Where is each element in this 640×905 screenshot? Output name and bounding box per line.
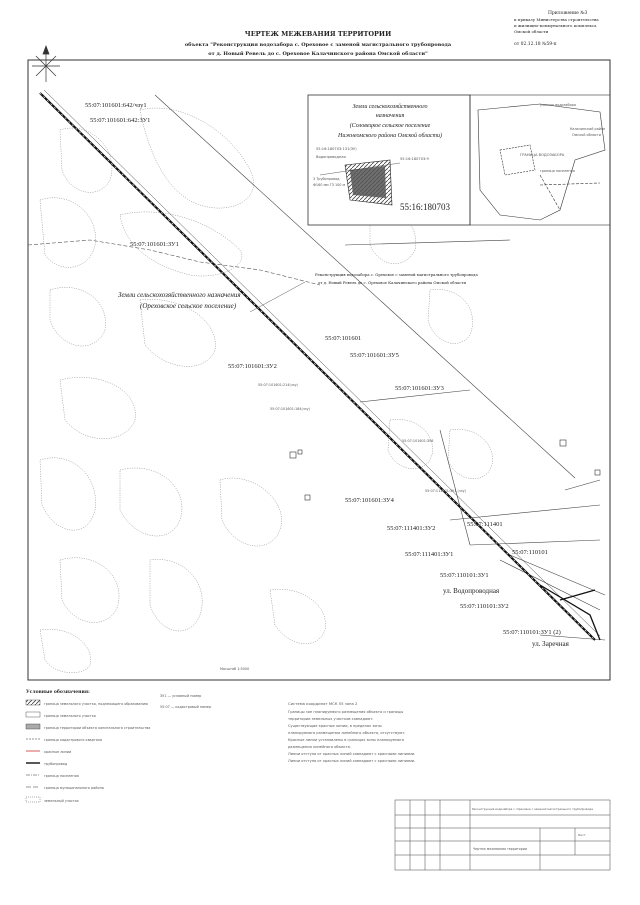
object-line-1: объекта "Реконструкция водозабора с. Ореховое с заменой магистрального трубопровода [184, 42, 452, 48]
svg-text:55:07 — кадастровый номер: 55:07 — кадастровый номер [160, 705, 211, 709]
svg-text:55:07:101601:ЗУ2: 55:07:101601:ЗУ2 [228, 363, 277, 370]
svg-text:от д. Новый Ревель до с. Орехо: от д. Новый Ревель до с. Ореховое Калачинского района Омской области [318, 280, 467, 285]
street-label-1: ул. Водопроводная [443, 587, 500, 595]
svg-text:55:07:101601:ЗУ1: 55:07:101601:ЗУ1 [130, 241, 179, 248]
svg-text:(Соловецкое сельское поселение: (Соловецкое сельское поселение [349, 123, 431, 129]
svg-text:55:07:101601:ЗУ5: 55:07:101601:ЗУ5 [350, 352, 399, 359]
svg-text:Земли сельскохозяйственного: Земли сельскохозяйственного [352, 104, 428, 110]
svg-text:Ф160 мм ГЗ 100 м: Ф160 мм ГЗ 100 м [313, 183, 346, 187]
inset-map [308, 95, 470, 225]
svg-text:55:07:101601:184(чзу): 55:07:101601:184(чзу) [270, 407, 310, 411]
map-title: ЧЕРТЕЖ МЕЖЕВАНИЯ ТЕРРИТОРИИ [244, 30, 392, 38]
svg-text:граница территории объекта кап: граница территории объекта капитального строительства [44, 726, 151, 730]
svg-text:Чертеж межевания территории: Чертеж межевания территории [473, 847, 527, 851]
svg-text:55:07:101601:ЗУ3: 55:07:101601:ЗУ3 [395, 385, 444, 392]
svg-text:Система координат МСК 55 зона: Система координат МСК 55 зона 2 [288, 701, 358, 706]
svg-text:граница земельного участка: граница земельного участка [44, 714, 96, 718]
svg-text:ЗУ1 — условный номер: ЗУ1 — условный номер [160, 694, 202, 698]
svg-text:55:07:101601: 55:07:101601 [325, 335, 362, 342]
svg-text:55:07:101601:214(чзу): 55:07:101601:214(чзу) [258, 383, 298, 387]
svg-text:граница земельного участка, по: граница земельного участка, подлежащего образованию [44, 702, 148, 706]
svg-text:Приложение №3: Приложение №3 [548, 11, 588, 16]
svg-text:55:16:180703:131(ЗУ): 55:16:180703:131(ЗУ) [316, 147, 357, 151]
svg-text:55:07:111401:ЗУ2: 55:07:111401:ЗУ2 [387, 525, 436, 532]
svg-text:и жилищно-коммунального компле: и жилищно-коммунального комплекса [514, 23, 597, 28]
object-callout [250, 272, 479, 312]
svg-text:назначения: назначения [375, 113, 405, 119]
svg-text:Существующие красные линии, в: Существующие красные линии, в пределах зоны [288, 724, 382, 728]
svg-text:55:07:110101: 55:07:110101 [512, 549, 548, 556]
svg-text:55:07:110101:ЗУ1: 55:07:110101:ЗУ1 [440, 572, 489, 579]
scale-mark: Масштаб 1:5000 [220, 667, 250, 671]
svg-text:Линии отступа от красных линий: Линии отступа от красных линий совпадают с красными линиями. [288, 752, 416, 756]
svg-text:ГРАНИЦА ВОДОЗАБОРА: ГРАНИЦА ВОДОЗАБОРА [520, 153, 565, 157]
svg-text:55:07:101601:ЗУ6: 55:07:101601:ЗУ6 [402, 439, 434, 443]
svg-text:к приказу Министерства строите: к приказу Министерства строительства [514, 17, 599, 22]
svg-text:граница кадастрового квартала: граница кадастрового квартала [44, 738, 103, 742]
svg-text:Водопроводная: Водопроводная [316, 155, 346, 159]
north-arrow-icon [32, 46, 60, 82]
side-plan [470, 95, 610, 225]
svg-text:55:07:111401:ЗУ1: 55:07:111401:ЗУ1 [405, 551, 454, 558]
svg-text:Калачинский район: Калачинский район [570, 127, 606, 131]
svg-text:55:07:110101:ЗУ1 (2): 55:07:110101:ЗУ1 (2) [503, 629, 561, 636]
svg-text:земельный участок: земельный участок [44, 799, 79, 803]
svg-text:от 02.12.18 №59-п: от 02.12.18 №59-п [514, 42, 557, 47]
svg-text:планируемого размещения линейн: планируемого размещения линейного объекта, отсутствуют. [288, 731, 406, 735]
svg-text:Лист: Лист [578, 833, 586, 837]
svg-text:граница муниципального района: граница муниципального района [44, 786, 104, 790]
svg-text:Реконструкция водозабора с. Ор: Реконструкция водозабора с. Ореховое с заменой магистрального трубопровода [315, 272, 478, 277]
svg-text:55:07:111401: 55:07:111401 [467, 521, 503, 528]
svg-text:Омской области: Омской области [572, 133, 601, 137]
svg-text:Омской области: Омской области [514, 29, 549, 34]
svg-text:красные линии: красные линии [44, 750, 72, 754]
svg-text:Линии отступа от красных линий: Линии отступа от красных линий совпадают с красными линиями. [288, 759, 416, 763]
svg-text:размещения линейного объекта.: размещения линейного объекта. [288, 745, 351, 749]
svg-text:территории земельных участков: территории земельных участков совпадают. [288, 717, 374, 721]
street-label-2: ул. Заречная [532, 640, 569, 648]
svg-text:55:16:180703:9: 55:16:180703:9 [400, 157, 429, 161]
svg-text:55:07:101601:ЗУ4: 55:07:101601:ЗУ4 [345, 497, 394, 504]
svg-text:граница поселения: граница поселения [44, 774, 79, 778]
land-category-line2: (Ореховское сельское поселение) [140, 302, 237, 310]
segment-labels [258, 383, 467, 493]
object-line-2: от д. Новый Ревель до с. Ореховое Калачинского района Омской области" [208, 51, 428, 57]
land-category-line1: Земли сельскохозяйственного назначения [118, 291, 241, 299]
svg-text:Условные обозначения:: Условные обозначения: [26, 690, 90, 695]
svg-text:Красные линии установлены в гр: Красные линии установлены в границах зоны планируемого [288, 738, 405, 742]
title-block [395, 800, 610, 870]
svg-text:55:07:101601:642:ЗУ1: 55:07:101601:642:ЗУ1 [90, 117, 151, 124]
svg-text:55:07:110101:ЗУ2: 55:07:110101:ЗУ2 [460, 603, 509, 610]
svg-text:Границы зон планируемого разме: Границы зон планируемого размещения объекта и границы [288, 710, 404, 714]
svg-text:трубопровод: трубопровод [44, 762, 68, 766]
inset-parcel-label: 55:16:180703 [400, 202, 451, 212]
appendix-note [514, 10, 599, 47]
svg-text:граница поселения: граница поселения [540, 169, 575, 173]
svg-text:Реконструкция водозабора с. Ор: Реконструкция водозабора с. Ореховое с заменой магистрального трубопровода [472, 807, 593, 811]
svg-text:55:07:101601:642/чзу1: 55:07:101601:642/чзу1 [85, 102, 147, 109]
svg-text:55:07:111401:ЗУ1 (чзу): 55:07:111401:ЗУ1 (чзу) [425, 489, 466, 493]
legend [26, 688, 211, 803]
notes [288, 701, 415, 763]
svg-text:участок водозабора: участок водозабора [540, 103, 576, 107]
svg-text:Нижнеомского района Омской обл: Нижнеомского района Омской области) [337, 133, 443, 139]
svg-text:3 Трубопровод: 3 Трубопровод [313, 177, 340, 181]
